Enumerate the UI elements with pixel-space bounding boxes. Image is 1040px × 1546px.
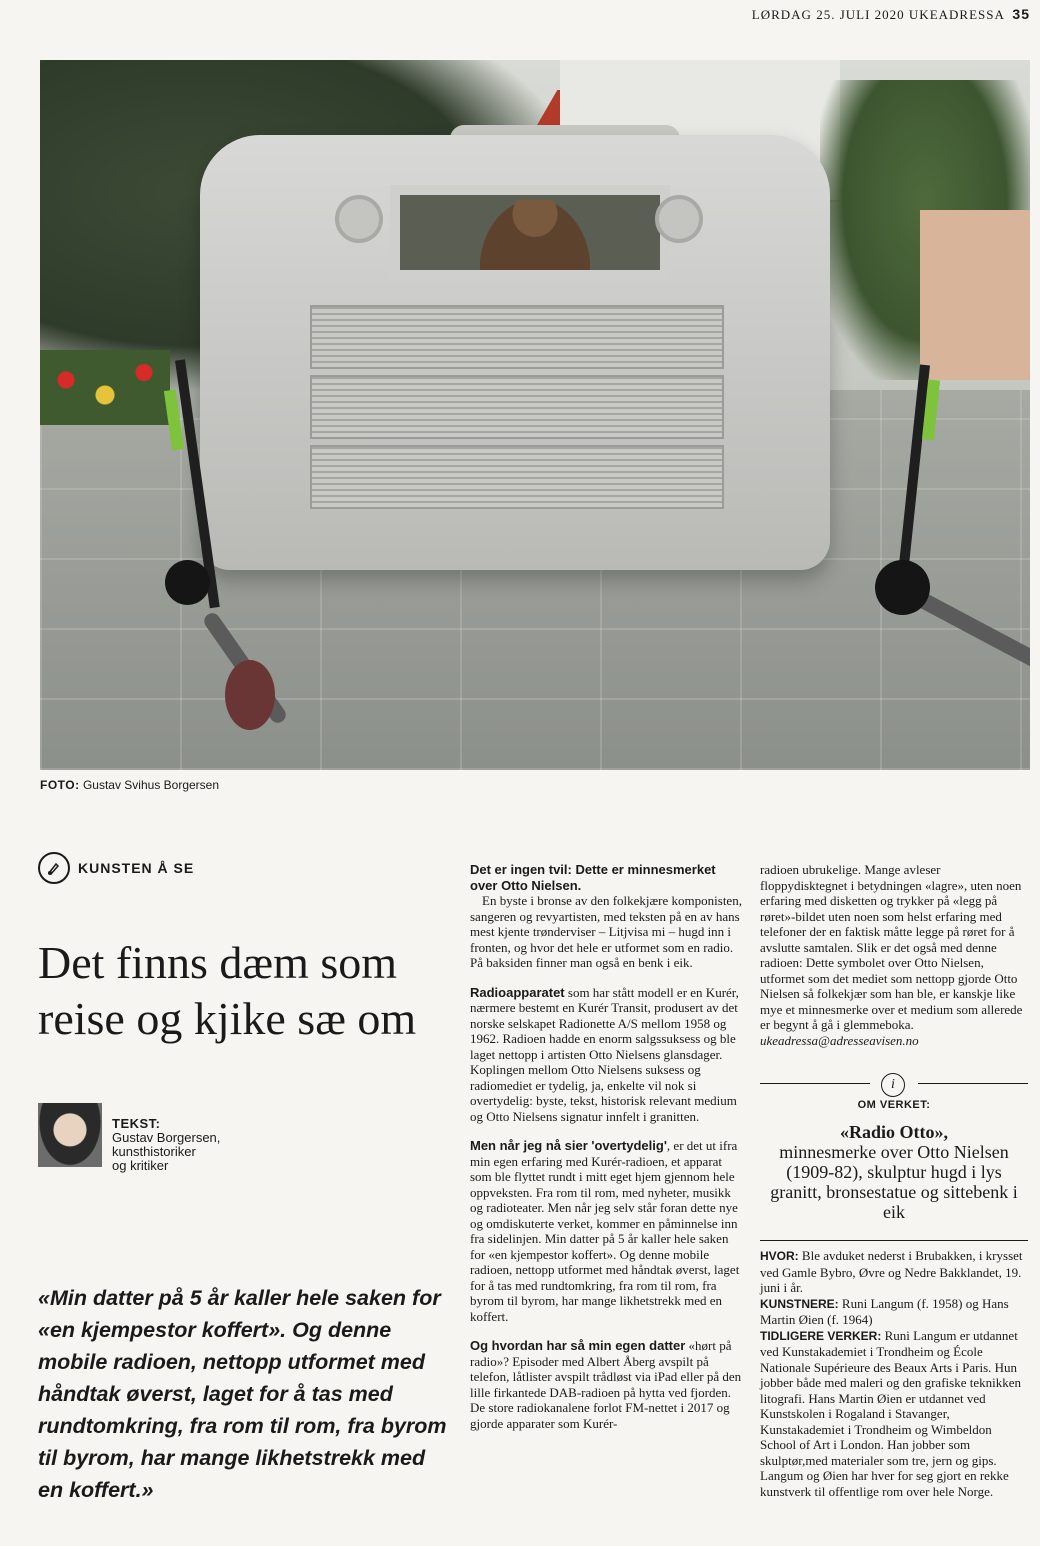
section-label: KUNSTEN Å SE xyxy=(78,860,195,876)
fact-item xyxy=(760,1248,1028,1296)
paragraph xyxy=(470,1138,742,1324)
fact-value: Runi Langum er utdannet ved Kunstakademiet i Trondheim og École Nationale Supérieure des Beaux Arts i Paris. Hun jobber både med maleri og den grafiske teknikken litografi. Hans Martin Øien er utdannet ved Kunstskolen i Rogaland i Stavanger, Kunstakademiet i Trondheim og Wimbeldon School of Art i London. Han jobber som skulptør,med materialer som tre, jern og gips. Langum og Øien har hver for seg gjort en rekke kunstverk til offentlige rom over hele Norge. xyxy=(760,1327,1021,1499)
photo-flowerbed xyxy=(40,350,170,425)
issue-date: LØRDAG 25. JULI 2020 xyxy=(751,7,905,22)
pull-quote: «Min datter på 5 år kaller hele saken for «en kjempestor koffert». Og denne mobile radioen, nettopp utformet med håndtak øverst, laget for å tas med rundtomkring, fra rom til rom, fra byrom til byrom, har mange likhetstrekk med en koffert.» xyxy=(38,1286,447,1502)
divider-line-left xyxy=(760,1083,870,1084)
fact-item xyxy=(760,1328,1028,1500)
radio-grille-middle xyxy=(310,375,724,439)
paragraph-lead: Det er ingen tvil: Dette er minnesmerket over Otto Nielsen. xyxy=(470,862,716,893)
paragraph-text: som har stått modell er en Kurér, nærmere bestemt en Kurér Transit, produsert av det norske selskapet Radionette A/S mellom 1958 og 1962. Radioen hadde en enorm salgssuksess og ble laget nettopp i artisten Otto Nielsens glansdager. Koplingen mellom Otto Nielsens suksess og radiomediet er tydelig, ja, enkelte vil nok si overtydelig: byste, tekst, historisk relevant medium og Otto Nielsens signatur innfelt i granitten. xyxy=(470,984,739,1124)
fact-value: Runi Langum (f. 1958) og Hans Martin Øien (f. 1964) xyxy=(760,1295,1009,1327)
paragraph-text: En byste i bronse av den folkekjære komponisten, sangeren og revyartisten, med teksten på en av hans mest kjente trønderviser – Litjvisa mi – hugd inn i fronten, og hvor det hele er utformet som en radio. På baksiden finner man også en benk i eik. xyxy=(470,893,742,970)
paragraph-text: «hørt på radio»? Episoder med Albert Åberg avspilt på telefon, låtlister avspilt trådløst via iPad eller på den lille firkantede DAB-radioen på hytta ved fjorden. De store radiokanalene forlot FM-nettet i 2017 og gjorde apparater som Kurér- xyxy=(470,1338,742,1431)
work-description: minnesmerke over Otto Nielsen (1909-82), skulptur hugd i lys granitt, bronsestatue og sittebenk i eik xyxy=(770,1142,1018,1222)
divider-line-right xyxy=(918,1083,1028,1084)
avatar xyxy=(38,1103,102,1167)
paragraph: radioen ubrukelige. Mange avleser floppydisktegnet i betydningen «lagre», uten noen erfaring med disketten og trykker på «legg på røret»-bildet uten noen som helst erfaring med telefoner der en faktisk måtte legge på røret for å avslutte samtalen. Slik er det også med denne radioen: Dette symbolet over Otto Nielsen, utformet som det mediet som nettopp gjorde Otto Nielsen så folkekjær som han ble, er kanskje like mye et minnesmerke over et medium som allerede er begynt å gå i glemmeboka. xyxy=(760,862,1023,1032)
photo-credit xyxy=(40,778,219,792)
publication-name: UKEADRESSA xyxy=(908,7,1005,22)
fact-key: HVOR: xyxy=(760,1249,799,1263)
facts-list xyxy=(760,1248,1028,1499)
author-text xyxy=(112,1103,220,1173)
photo-credit-label: FOTO: xyxy=(40,778,80,792)
paragraph xyxy=(470,1338,742,1431)
page-number: 35 xyxy=(1012,6,1030,22)
fact-value: Ble avduket nederst i Brubakken, i krysset ved Gamle Bybro, Øvre og Nedre Bakklandet, 19. juni i år. xyxy=(760,1248,1023,1295)
paragraph xyxy=(470,985,742,1125)
author-name: Gustav Borgersen, xyxy=(112,1130,221,1145)
section-tag xyxy=(38,852,194,884)
radio-grille-top xyxy=(310,305,724,369)
scooter-right-wheel xyxy=(875,560,930,615)
bronze-bust xyxy=(480,200,590,270)
paragraph-lead: Og hvordan har så min egen datter xyxy=(470,1338,686,1353)
radio-knob-right xyxy=(655,195,703,243)
paragraph-lead: Radioapparatet xyxy=(470,984,565,1000)
work-title-block xyxy=(760,1122,1028,1222)
work-title: «Radio Otto», xyxy=(840,1122,948,1142)
radio-window xyxy=(390,185,670,280)
brush-icon xyxy=(38,852,70,884)
info-icon: i xyxy=(881,1073,905,1097)
page-header xyxy=(752,6,1030,23)
author-label: TEKST: xyxy=(112,1116,161,1131)
radio-knob-left xyxy=(335,195,383,243)
paragraph-lead: Men når jeg nå sier 'overtydelig' xyxy=(470,1138,667,1153)
article-body-column-2 xyxy=(760,862,1028,1048)
fact-key: TIDLIGERE VERKER: xyxy=(760,1328,882,1343)
photo-credit-name: Gustav Svihus Borgersen xyxy=(82,778,220,792)
photo-houses-right xyxy=(920,210,1030,380)
article-photo xyxy=(40,60,1030,770)
headline: Det finns dæm som reise og kjike sæ om xyxy=(38,937,417,1044)
radio-grille-bottom xyxy=(310,445,724,509)
facts-divider xyxy=(760,1240,1028,1241)
author-byline xyxy=(38,1103,220,1173)
scooter-left-wheel xyxy=(165,560,210,605)
contact-email: ukeadressa@adresseavisen.no xyxy=(760,1032,919,1048)
paragraph xyxy=(470,862,742,971)
fact-key: KUNSTNERE: xyxy=(760,1296,839,1311)
author-role: kunsthistoriker xyxy=(112,1144,196,1159)
radio-sculpture xyxy=(200,135,830,570)
paragraph-text: , er det ut ifra min egen erfaring med Kurér-radioen, et apparat som ble flyttet rundt i mitt eget hjem gjennom hele oppveksten. Fra rom til rom, med nyheter, musikk og radioteater. Men når jeg selv står foran dette nye og omdiskuterte verket, kommer en påminnelse inn fra sidelinjen. Min datter på 5 år kaller hele saken for «en kjempestor koffert». Og denne mobile radioen, nettopp utformet med håndtak øverst, laget for å tas med rundtomkring, fra rom til rom, fra byrom til byrom, har mange likhetstrekk med en koffert. xyxy=(470,1138,740,1324)
article-body-column-1 xyxy=(470,862,742,1445)
info-heading: OM VERKET: xyxy=(857,1099,931,1111)
info-divider xyxy=(760,1073,1028,1093)
author-role-2: og kritiker xyxy=(112,1158,169,1173)
scooter-left-rear-wheel xyxy=(225,660,275,730)
fact-item xyxy=(760,1296,1028,1328)
